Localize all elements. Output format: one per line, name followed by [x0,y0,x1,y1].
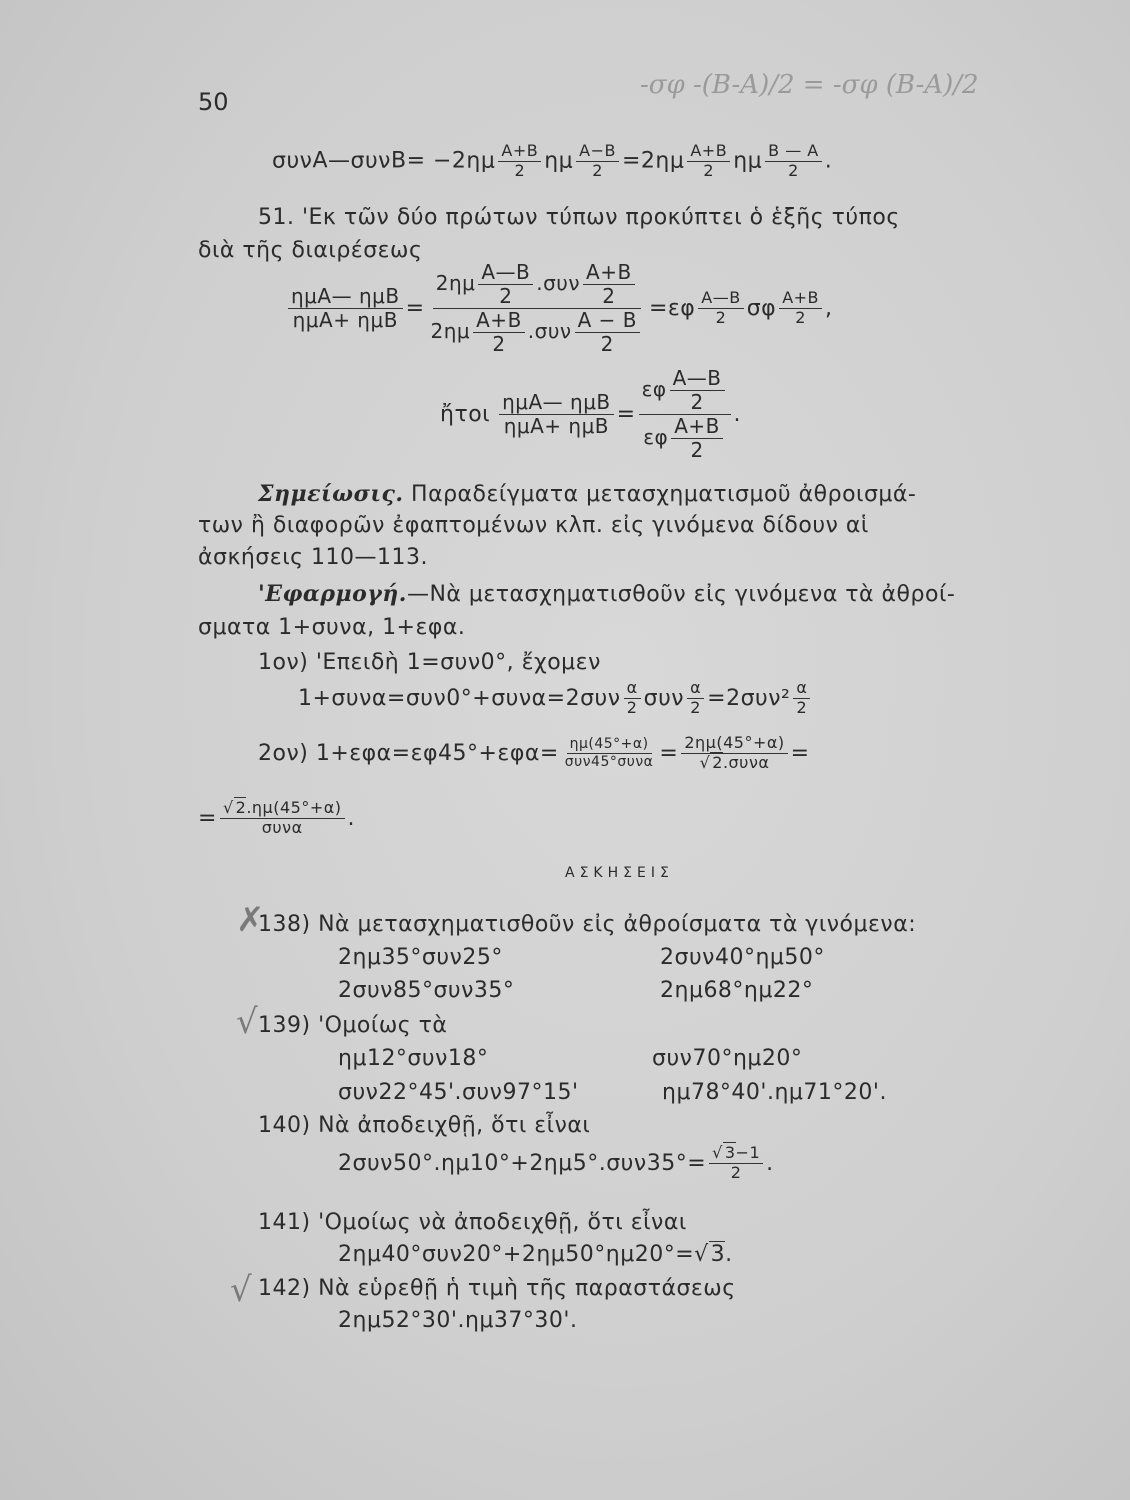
fraction [498,143,541,180]
numerator: Α+Β [583,262,635,285]
exercise-138-item: 2ημ68°ημ22° [660,978,814,1003]
numerator: ημΑ— ημΒ [288,286,403,309]
formula-one-plus-tan-result [198,800,355,837]
denominator: 2 [788,160,799,180]
first-case-line: 1ον) 'Επειδὴ 1=συν0°, ἔχομεν [258,650,601,675]
formula-text: ημ [544,148,574,174]
application-line2: σματα 1+συνα, 1+εφα. [198,615,466,640]
application-text: —Νὰ μετασχηματισθοῦν εἰς γινόμενα τὰ ἀθροί- [406,582,956,607]
formula-text: . [733,402,742,427]
denominator: ημΑ+ ημΒ [503,414,610,438]
denominator: 2 [602,284,616,308]
equals-sign: = [405,296,425,321]
note-label: Σημείωσις. [258,481,404,507]
formula-text: .συν [527,319,572,343]
radicand: 3 [710,1242,726,1267]
numerator: Α−Β [576,143,619,162]
fraction [670,368,725,413]
formula-text: .συνα [722,752,770,772]
formula-text: 1+συνα=συν0°+συνα=2συν [298,685,621,711]
fraction [687,680,704,717]
page-number: 50 [198,88,229,116]
radicand: 2 [235,798,247,817]
denominator: 2 [690,697,701,717]
formula-text: =2ημ [621,148,685,174]
application-label: 'Εφαρμογή. [258,581,407,607]
formula-text: 2ημ40°συν20°+2ημ50°ημ20°= [338,1242,695,1267]
denominator: 2 [730,1162,742,1182]
numerator: α [793,680,810,699]
exercise-138-item: 2ημ35°συν25° [338,945,503,970]
fraction [575,310,640,355]
exercise-139-title: 139) 'Ομοίως τὰ [258,1013,448,1038]
numerator [639,368,731,415]
exercise-139-item: συν70°ημ20° [652,1046,803,1071]
formula-text: . [824,148,833,174]
exercises-heading: ΑΣΚΗΣΕΙΣ [565,865,674,881]
numerator: α [624,680,641,699]
sqrt-symbol [223,798,234,817]
formula-text: σφ [746,296,777,321]
numerator: Α—Β [478,262,533,285]
formula-quotient-identity [285,262,833,355]
formula-text: συνΑ—συνΒ= −2ημ [272,148,496,174]
denominator [640,415,729,461]
numerator: ημ(45°+α) [567,737,652,754]
formula-text: =εφ [648,296,696,321]
denominator: 2 [592,160,603,180]
fraction [583,262,635,307]
fraction [478,262,533,307]
numerator: α [687,680,704,699]
sqrt-symbol [694,1242,709,1267]
numerator: Α—Β [670,368,725,391]
denominator: 2 [499,284,513,308]
note-line1 [258,481,916,507]
numerator: Α − Β [575,310,640,333]
checkmark-139: √ [236,1002,258,1042]
formula-text: 2ον) 1+εφα=εφ45°+εφα= [258,740,559,766]
exercise-141-expression [338,1242,733,1267]
denominator: ημΑ+ ημΒ [292,308,398,332]
denominator: 2 [703,160,715,180]
formula-text: ἤτοι [440,402,491,427]
numerator: Α+Β [779,290,822,309]
formula-text: = [790,740,810,766]
denominator: 2 [796,697,808,717]
numerator: ημΑ— ημΒ [499,392,614,415]
formula-text: ημ [733,148,763,174]
fraction [576,143,619,180]
fraction [671,416,723,461]
fraction [793,680,810,717]
fraction [709,1145,763,1182]
note-line2: των ἢ διαφορῶν ἐφαπτομένων κλπ. εἰς γινόμενα δίδουν αἱ [198,513,869,538]
numerator: Α—Β [698,290,743,309]
denominator [428,309,646,355]
numerator: Α+Β [687,143,730,162]
exercise-139-item: ημ12°συν18° [338,1046,489,1071]
fraction [562,737,657,769]
note-line3: ἀσκήσεις 110—113. [198,545,429,570]
formula-text: 2ημ [435,271,476,295]
formula-text: 2συν50°.ημ10°+2ημ5°.συν35°= [338,1150,707,1176]
checkmark-142: √ [230,1270,252,1310]
formula-text: . [766,1150,774,1176]
formula-text: εφ [643,425,669,449]
fraction [428,262,646,355]
formula-tangent-ratio [440,368,741,461]
exercise-141-title: 141) 'Ομοίως νὰ ἀποδειχθῇ, ὅτι εἶναι [258,1210,687,1235]
numerator [709,1145,763,1164]
exercise-140-expression [338,1145,774,1182]
radicand: 3 [724,1143,736,1162]
checkmark-138: ✗ [236,900,265,940]
numerator [220,800,345,819]
formula-text: .συν [536,271,581,295]
numerator: Α+Β [671,416,723,439]
denominator: 2 [795,308,806,327]
denominator: 2 [492,332,506,356]
denominator: 2 [690,438,704,462]
denominator: συν45°συνα [564,753,654,770]
denominator [697,754,773,772]
formula-text: −1 [735,1143,761,1162]
exercise-142-title: 142) Νὰ εὑρεθῇ ἡ τιμὴ τῆς παραστάσεως [258,1276,736,1301]
denominator: 2 [626,697,638,717]
fraction [698,290,743,327]
formula-text: 2ημ [430,319,471,343]
fraction [473,310,525,355]
exercise-138-item: 2συν40°ημ50° [660,945,825,970]
formula-cosine-difference [272,143,832,180]
formula-one-plus-cos [298,680,813,717]
numerator: Β — Α [765,143,822,162]
denominator: 2 [690,390,704,414]
formula-text: = [198,805,217,831]
fraction [288,286,403,331]
fraction [687,143,730,180]
exercise-142-expression: 2ημ52°30'.ημ37°30'. [338,1308,578,1333]
exercise-140-title: 140) Νὰ ἀποδειχθῇ, ὅτι εἶναι [258,1113,591,1138]
denominator: συνα [261,817,303,837]
fraction [220,800,345,837]
sqrt-symbol [712,1143,723,1162]
radicand: 2 [712,752,723,772]
application-line1 [258,581,955,607]
formula-text: , [825,296,833,321]
formula-text: .ημ(45°+α) [246,798,342,817]
pencil-annotation: -σφ -(B-A)/2 = -σφ (B-A)/2 [640,70,979,100]
exercise-138-item: 2συν85°συν35° [338,978,515,1003]
exercise-138-title: 138) Νὰ μετασχηματισθοῦν εἰς ἀθροίσματα τὰ γινόμενα: [258,912,917,937]
formula-text: συν [643,685,685,711]
formula-text: . [725,1242,733,1267]
denominator: 2 [600,332,614,356]
formula-text: . [347,805,356,831]
paragraph-51-line2: διὰ τῆς διαιρέσεως [198,238,423,263]
formula-text: = [659,740,679,766]
fraction [624,680,641,717]
note-text: Παραδείγματα μετασχηματισμοῦ ἀθροισμά- [411,482,917,507]
fraction [681,735,787,772]
fraction [499,392,614,437]
formula-text: =2συν² [707,685,791,711]
paragraph-51-line1: 51. 'Εκ τῶν δύο πρώτων τύπων προκύπτει ὁ ἑξῆς τύπος [258,205,900,230]
sqrt-symbol [700,753,711,772]
equals-sign: = [616,402,636,427]
denominator: 2 [514,160,526,180]
fraction [639,368,731,461]
exercise-139-item: συν22°45'.συν97°15' [338,1080,579,1105]
numerator [433,262,641,309]
denominator: 2 [715,308,727,327]
fraction [765,143,822,180]
formula-one-plus-tan [258,735,810,772]
numerator: Α+Β [498,143,541,162]
fraction [779,290,822,327]
numerator: Α+Β [473,310,525,333]
formula-text: εφ [641,377,667,401]
numerator: 2ημ(45°+α) [681,735,787,754]
exercise-139-item: ημ78°40'.ημ71°20'. [662,1080,887,1105]
